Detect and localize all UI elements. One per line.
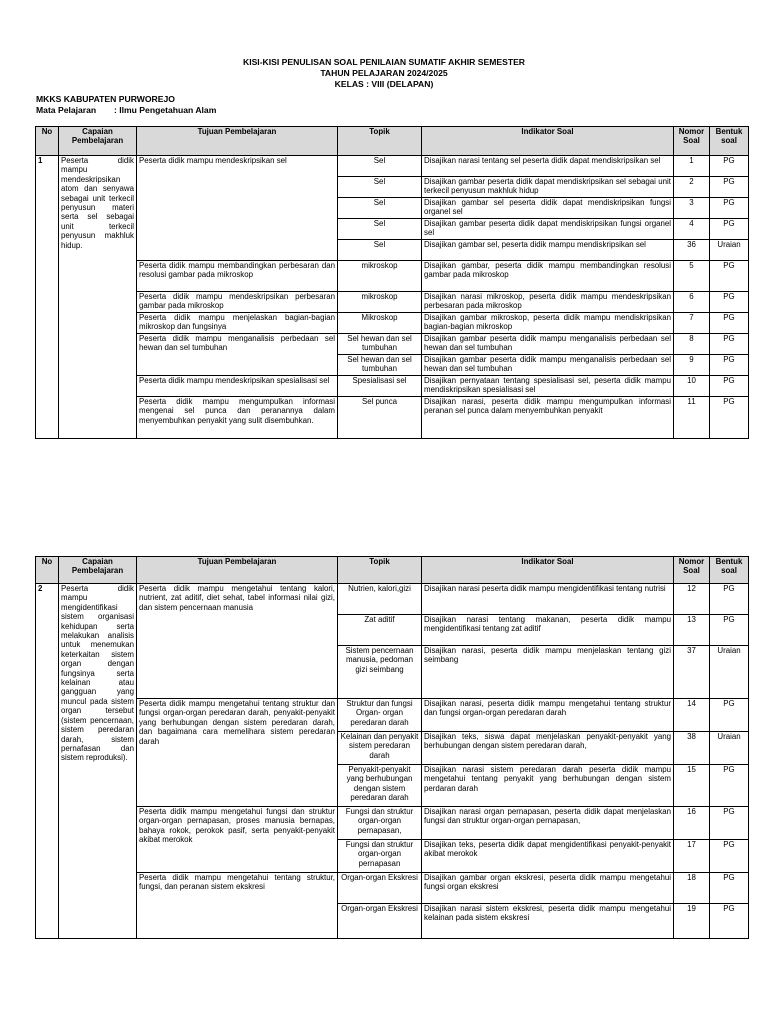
indikator-cell: Disajikan gambar sel, peserta didik mampu mendiskripsikan sel <box>422 240 674 261</box>
topik-cell: Sel <box>338 240 422 261</box>
nomor-cell: 17 <box>674 840 710 873</box>
indikator-cell: Disajikan narasi, peserta didik mampu menjelaskan tentang gizi seimbang <box>422 646 674 699</box>
nomor-cell: 14 <box>674 699 710 732</box>
indikator-cell: Disajikan gambar mikroskop, peserta didik mampu mendiskripsikan bagian-bagian mikroskop <box>422 313 674 334</box>
school-info <box>36 94 216 116</box>
indikator-cell: Disajikan gambar sel peserta didik dapat mendiskripsikan fungsi organel sel <box>422 198 674 219</box>
table-row <box>36 292 749 313</box>
tujuan-cell: Peserta didik mampu mendeskripsikan perbesaran gambar pada mikroskop <box>137 292 338 313</box>
col-header-bentuk: Bentuk soal <box>710 127 749 156</box>
nomor-cell: 6 <box>674 292 710 313</box>
header-class: KELAS : VIII (DELAPAN) <box>334 79 434 89</box>
nomor-cell: 18 <box>674 873 710 904</box>
subject-label: Mata Pelajaran <box>36 105 97 115</box>
tujuan-cell: Peserta didik mampu menganalisis perbedaan sel hewan dan sel tumbuhan <box>137 334 338 376</box>
capaian-cell: Peserta didik mampu mengidentifikasi sistem organisasi kehidupan serta melakukan analisis untuk menemukan keterkaitan sistem organ dengan fungsinya serta kelainan atau gangguan yang muncul pada sistem organ tersebut (sistem pencernaan, sistem peredaran darah, sistem pernafasan dan sistem reproduksi). <box>59 584 137 939</box>
indikator-cell: Disajikan gambar peserta didik dapat mendiskripsikan fungsi organel sel <box>422 219 674 240</box>
tujuan-cell: Peserta didik mampu menjelaskan bagian-bagian mikroskop dan fungsinya <box>137 313 338 334</box>
nomor-cell: 16 <box>674 807 710 840</box>
topik-cell: Sel hewan dan sel tumbuhan <box>338 355 422 376</box>
topik-cell: Nutrien, kalori,gizi <box>338 584 422 615</box>
col-header-no: No <box>36 127 59 156</box>
bentuk-cell: PG <box>710 376 749 397</box>
topik-cell: Sel hewan dan sel tumbuhan <box>338 334 422 355</box>
bentuk-cell: PG <box>710 156 749 177</box>
topik-cell: mikroskop <box>338 292 422 313</box>
row-number: 2 <box>36 584 59 939</box>
tujuan-cell: Peserta didik mampu mengetahui fungsi dan struktur organ-organ pernapasan, proses manusia bernapas, bahaya rokok, perokok pasif, serta penyakit-penyakit akibat merokok <box>137 807 338 873</box>
tujuan-cell: Peserta didik mampu membandingkan perbesaran dan resolusi gambar pada mikroskop <box>137 261 338 292</box>
bentuk-cell: PG <box>710 699 749 732</box>
row-number: 1 <box>36 156 59 439</box>
kisi-kisi-table-1 <box>35 126 749 439</box>
bentuk-cell: PG <box>710 198 749 219</box>
col-header-no: No <box>36 557 59 584</box>
bentuk-cell: PG <box>710 840 749 873</box>
bentuk-cell: Uraian <box>710 240 749 261</box>
table-row <box>36 873 749 904</box>
col-header-topik: Topik <box>338 557 422 584</box>
topik-cell: Mikroskop <box>338 313 422 334</box>
indikator-cell: Disajikan narasi tentang sel peserta didik dapat mendiskripsikan sel <box>422 156 674 177</box>
topik-cell: Sistem pencernaan manusia, pedoman gizi seimbang <box>338 646 422 699</box>
col-header-indikator: Indikator Soal <box>422 127 674 156</box>
table-row <box>36 261 749 292</box>
indikator-cell: Disajikan pernyataan tentang spesialisasi sel, peserta didik mampu mendiskripsikan spesialisasi sel <box>422 376 674 397</box>
nomor-cell: 3 <box>674 198 710 219</box>
table-row <box>36 156 749 177</box>
topik-cell: Penyakit-penyakit yang berhubungan dengan sistem peredaran darah <box>338 765 422 807</box>
bentuk-cell: Uraian <box>710 732 749 765</box>
header-title: KISI-KISI PENULISAN SOAL PENILAIAN SUMATIF AKHIR SEMESTER <box>242 57 526 67</box>
bentuk-cell: PG <box>710 765 749 807</box>
nomor-cell: 2 <box>674 177 710 198</box>
table-row <box>36 334 749 355</box>
nomor-cell: 4 <box>674 219 710 240</box>
col-header-tujuan: Tujuan Pembelajaran <box>137 557 338 584</box>
document-header <box>0 57 768 90</box>
topik-cell: Kelainan dan penyakit sistem peredaran darah <box>338 732 422 765</box>
topik-cell: Organ-organ Ekskresi <box>338 873 422 904</box>
col-header-indikator: Indikator Soal <box>422 557 674 584</box>
bentuk-cell: PG <box>710 261 749 292</box>
kisi-kisi-table-2 <box>35 556 749 939</box>
col-header-topik: Topik <box>338 127 422 156</box>
topik-cell: Struktur dan fungsi Organ- organ peredaran darah <box>338 699 422 732</box>
indikator-cell: Disajikan teks, siswa dapat menjelaskan penyakit-penyakit yang berhubungan dengan sistem peredaran darah, <box>422 732 674 765</box>
bentuk-cell: PG <box>710 584 749 615</box>
nomor-cell: 19 <box>674 904 710 939</box>
bentuk-cell: PG <box>710 873 749 904</box>
nomor-cell: 11 <box>674 397 710 439</box>
tujuan-cell: Peserta didik mampu mendeskripsikan sel <box>137 156 338 261</box>
indikator-cell: Disajikan narasi organ pernapasan, peserta didik dapat menjelaskan fungsi dan struktur organ-organ pernapasan, <box>422 807 674 840</box>
bentuk-cell: PG <box>710 615 749 646</box>
indikator-cell: Disajikan narasi mikroskop, peserta didik mampu mendeskripsikan perbesaran pada mikroskop <box>422 292 674 313</box>
nomor-cell: 1 <box>674 156 710 177</box>
topik-cell: Zat aditif <box>338 615 422 646</box>
bentuk-cell: PG <box>710 397 749 439</box>
nomor-cell: 13 <box>674 615 710 646</box>
table-row <box>36 699 749 732</box>
bentuk-cell: PG <box>710 355 749 376</box>
nomor-cell: 12 <box>674 584 710 615</box>
indikator-cell: Disajikan narasi peserta didik mampu mengidentifikasi tentang nutrisi <box>422 584 674 615</box>
bentuk-cell: PG <box>710 334 749 355</box>
capaian-cell: Peserta didik mampu mendeskripsikan atom dan senyawa sebagai unit terkecil penyusun materi serta sel sebagai unit terkecil penyusun makhluk hidup. <box>59 156 137 439</box>
bentuk-cell: PG <box>710 904 749 939</box>
table-row <box>36 313 749 334</box>
bentuk-cell: PG <box>710 219 749 240</box>
nomor-cell: 7 <box>674 313 710 334</box>
nomor-cell: 36 <box>674 240 710 261</box>
col-header-nomor: Nomor Soal <box>674 557 710 584</box>
subject-value: : Ilmu Pengetahuan Alam <box>114 105 217 115</box>
topik-cell: Sel <box>338 177 422 198</box>
bentuk-cell: PG <box>710 807 749 840</box>
nomor-cell: 5 <box>674 261 710 292</box>
indikator-cell: Disajikan gambar peserta didik mampu menganalisis perbedaan sel hewan dan sel tumbuhan <box>422 334 674 355</box>
tujuan-cell: Peserta didik mampu mendeskripsikan spesialisasi sel <box>137 376 338 397</box>
nomor-cell: 15 <box>674 765 710 807</box>
indikator-cell: Disajikan gambar organ ekskresi, peserta didik mampu mengetahui fungsi organ ekskresi <box>422 873 674 904</box>
col-header-nomor: Nomor Soal <box>674 127 710 156</box>
table-row <box>36 807 749 840</box>
indikator-cell: Disajikan narasi sistem ekskresi, peserta didik mampu mengetahui kelainan pada sistem ekskresi <box>422 904 674 939</box>
bentuk-cell: PG <box>710 313 749 334</box>
bentuk-cell: PG <box>710 177 749 198</box>
topik-cell: Organ-organ Ekskresi <box>338 904 422 939</box>
indikator-cell: Disajikan narasi, peserta didik mampu mengumpulkan informasi peranan sel punca dalam menyembuhkan penyakit <box>422 397 674 439</box>
nomor-cell: 8 <box>674 334 710 355</box>
indikator-cell: Disajikan narasi sistem peredaran darah peserta didik mampu mengetahui tentang penyakit yang berhubungan dengan sistem perdaran darah <box>422 765 674 807</box>
indikator-cell: Disajikan gambar peserta didik mampu menganalisis perbedaan sel hewan dan sel tumbuhan <box>422 355 674 376</box>
indikator-cell: Disajikan narasi tentang makanan, peserta didik mampu mengidentifikasi tentang zat aditif <box>422 615 674 646</box>
topik-cell: Spesialisasi sel <box>338 376 422 397</box>
nomor-cell: 10 <box>674 376 710 397</box>
indikator-cell: Disajikan narasi, peserta didik mampu mengetahui tentang struktur dan fungsi organ-organ peredaran darah <box>422 699 674 732</box>
col-header-bentuk: Bentuk soal <box>710 557 749 584</box>
table-row <box>36 376 749 397</box>
table-row <box>36 584 749 615</box>
tujuan-cell: Peserta didik mampu mengumpulkan informasi mengenai sel punca dan peranannya dalam menyembuhkan penyakit yang sulit disembuhkan. <box>137 397 338 439</box>
bentuk-cell: Uraian <box>710 646 749 699</box>
topik-cell: Sel <box>338 156 422 177</box>
tujuan-cell: Peserta didik mampu mengetahui tentang struktur, fungsi, dan peranan sistem ekskresi <box>137 873 338 939</box>
indikator-cell: Disajikan gambar peserta didik dapat mendiskripsikan sel sebagai unit terkecil penyusun makhluk hidup <box>422 177 674 198</box>
topik-cell: mikroskop <box>338 261 422 292</box>
topik-cell: Fungsi dan struktur organ-organ pernapasan <box>338 840 422 873</box>
nomor-cell: 38 <box>674 732 710 765</box>
topik-cell: Fungsi dan struktur organ-organ pernapasan, <box>338 807 422 840</box>
col-header-tujuan: Tujuan Pembelajaran <box>137 127 338 156</box>
col-header-capaian: Capaian Pembelajaran <box>59 557 137 584</box>
tujuan-cell: Peserta didik mampu mengetahui tentang kalori, nutrient, zat aditif, diet sehat, tabel informasi nilai gizi, dan sistem pencernaan manusia <box>137 584 338 699</box>
table-row <box>36 397 749 439</box>
topik-cell: Sel <box>338 219 422 240</box>
col-header-capaian: Capaian Pembelajaran <box>59 127 137 156</box>
indikator-cell: Disajikan gambar, peserta didik mampu membandingkan resolusi gambar pada mikroskop <box>422 261 674 292</box>
indikator-cell: Disajikan teks, peserta didik dapat mengidentifikasi penyakit-penyakit akibat merokok <box>422 840 674 873</box>
header-year: TAHUN PELAJARAN 2024/2025 <box>320 68 448 78</box>
nomor-cell: 9 <box>674 355 710 376</box>
school-name: MKKS KABUPATEN PURWOREJO <box>36 94 175 104</box>
bentuk-cell: PG <box>710 292 749 313</box>
topik-cell: Sel <box>338 198 422 219</box>
tujuan-cell: Peserta didik mampu mengetahui tentang struktur dan fungsi organ-organ peredaran darah, penyakit-penyakit yang berhubungan dengan sistem peredaran darah, dan bagaimana cara memelihara sistem peredaran darah <box>137 699 338 807</box>
topik-cell: Sel punca <box>338 397 422 439</box>
nomor-cell: 37 <box>674 646 710 699</box>
